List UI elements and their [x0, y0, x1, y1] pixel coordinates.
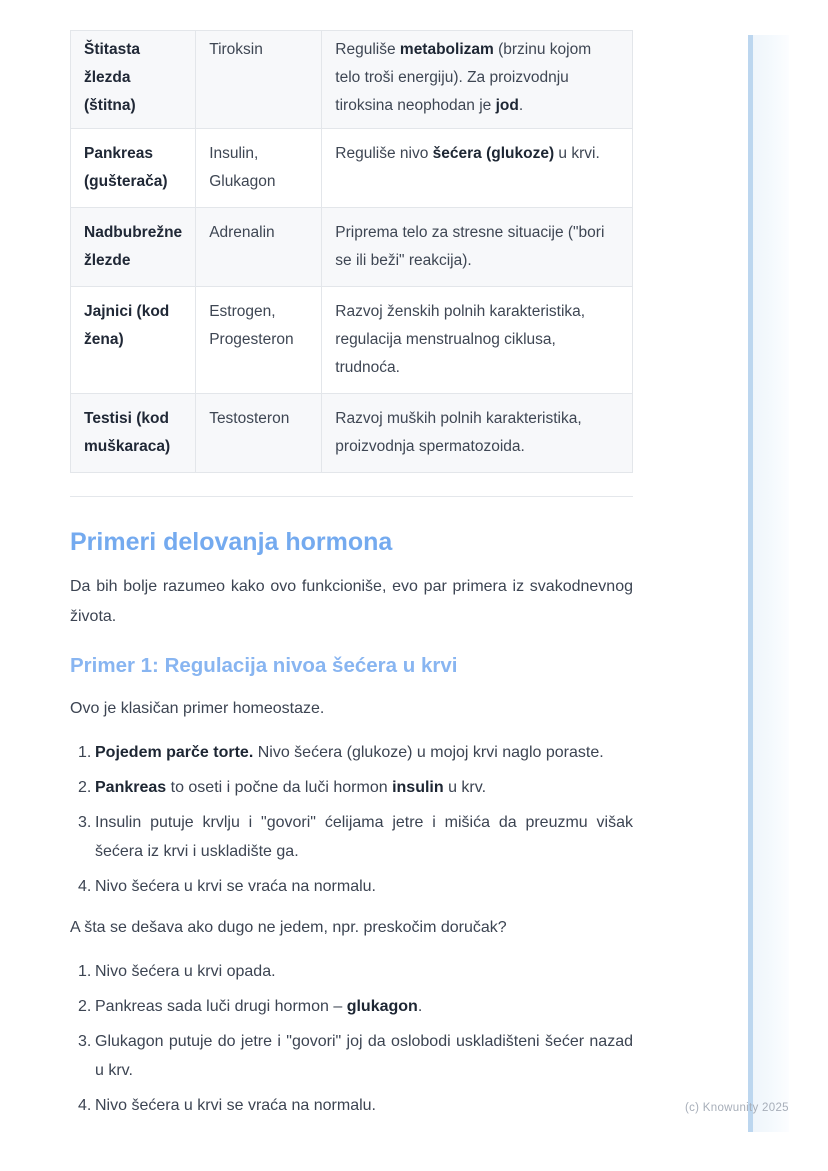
list-item: [78, 738, 633, 767]
gland-cell: Testisi (kod muškaraca): [71, 394, 196, 473]
list-item-text: Pankreas sada luči drugi hormon – glukagon.: [95, 998, 423, 1015]
list-item-number: 4.: [78, 878, 92, 895]
sugar-drop-list: [70, 957, 633, 1120]
gland-cell: Nadbubrežne žlezde: [71, 208, 196, 287]
list-item-text: Nivo šećera u krvi opada.: [95, 963, 276, 980]
gland-cell: Pankreas (gušterača): [71, 129, 196, 208]
table-row: [71, 394, 633, 473]
hormone-cell: Testosteron: [196, 394, 322, 473]
list-item-text: Nivo šećera u krvi se vraća na normalu.: [95, 1097, 376, 1114]
function-cell: Reguliše metabolizam (brzinu kojom telo troši energiju). Za proizvodnju tiroksina neophodan je jod.: [322, 31, 633, 129]
list-item: [78, 1027, 633, 1085]
example-intro-paragraph: Ovo je klasičan primer homeostaze.: [70, 700, 325, 717]
list-item-text: Insulin putuje krvlju i "govori" ćelijama jetre i mišića da preuzmu višak šećera iz krvi i uskladište ga.: [95, 814, 633, 860]
hormone-cell: Estrogen, Progesteron: [196, 287, 322, 394]
list-item-number: 1.: [78, 963, 92, 980]
list-item-number: 2.: [78, 779, 92, 796]
table-row: [71, 208, 633, 287]
gland-cell: Jajnici (kod žena): [71, 287, 196, 394]
example-heading: Primer 1: Regulacija nivoa šećera u krvi: [70, 654, 458, 677]
section-heading: Primeri delovanja hormona: [70, 528, 393, 556]
list-item-number: 2.: [78, 998, 92, 1015]
hormone-cell: Tiroksin: [196, 31, 322, 129]
page-content: [70, 30, 633, 1120]
hormone-table: [70, 30, 633, 473]
function-cell: Priprema telo za stresne situacije ("bori se ili beži" reakcija).: [322, 208, 633, 287]
watermark: (c) Knowunity 2025: [685, 1102, 789, 1114]
list-item-text: Pojedem parče torte. Nivo šećera (glukoze) u mojoj krvi naglo poraste.: [95, 744, 604, 761]
list-item-text: Glukagon putuje do jetre i "govori" joj da oslobodi uskladišteni šećer nazad u krv.: [95, 1033, 633, 1079]
list-item: [78, 957, 633, 986]
list-item: [78, 872, 633, 901]
list-item: [78, 992, 633, 1021]
side-accent-strip: [748, 35, 789, 1132]
list-item-text: Pankreas to oseti i počne da luči hormon insulin u krv.: [95, 779, 487, 796]
list-item: [78, 808, 633, 866]
function-cell: Razvoj ženskih polnih karakteristika, regulacija menstrualnog ciklusa, trudnoća.: [322, 287, 633, 394]
function-cell: Razvoj muških polnih karakteristika, proizvodnja spermatozoida.: [322, 394, 633, 473]
list-item-number: 4.: [78, 1097, 92, 1114]
list-item-number: 1.: [78, 744, 92, 761]
section-divider: [70, 496, 633, 497]
gland-cell: Štitasta žlezda (štitna): [71, 31, 196, 129]
list-item-number: 3.: [78, 814, 92, 831]
list-item: [78, 773, 633, 802]
table-row: [71, 287, 633, 394]
question-paragraph: A šta se dešava ako dugo ne jedem, npr. preskočim doručak?: [70, 919, 507, 936]
intro-paragraph: Da bih bolje razumeo kako ovo funkcioniše, evo par primera iz svakodnevnog života.: [70, 578, 633, 625]
sugar-rise-list: [70, 738, 633, 901]
list-item: [78, 1091, 633, 1120]
hormone-cell: Adrenalin: [196, 208, 322, 287]
hormone-cell: Insulin, Glukagon: [196, 129, 322, 208]
table-row: [71, 31, 633, 129]
table-row: [71, 129, 633, 208]
list-item-number: 3.: [78, 1033, 92, 1050]
function-cell: Reguliše nivo šećera (glukoze) u krvi.: [322, 129, 633, 208]
list-item-text: Nivo šećera u krvi se vraća na normalu.: [95, 878, 376, 895]
